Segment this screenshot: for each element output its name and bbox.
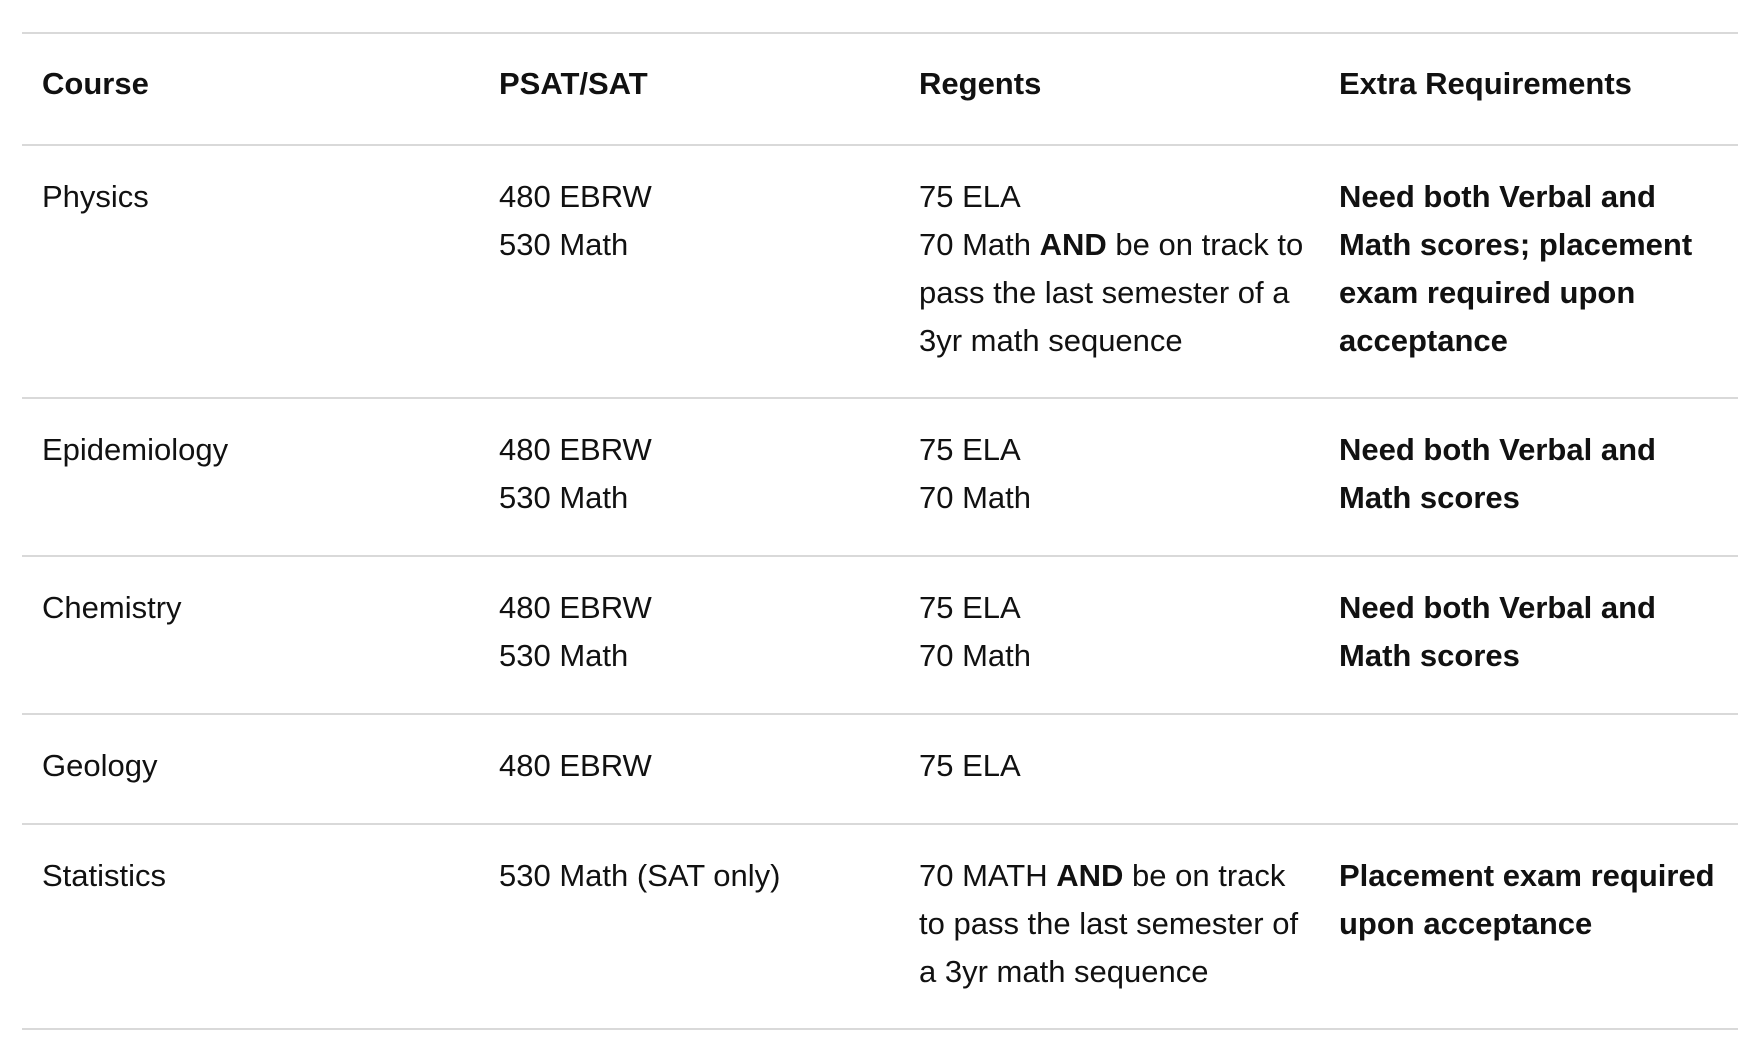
regents-text: 70 MATH — [919, 858, 1057, 893]
header-course: Course — [42, 66, 149, 101]
regents-line: 75 ELA — [919, 432, 1021, 467]
table-row — [22, 715, 1738, 825]
regents-and-emphasis: AND — [1039, 227, 1107, 262]
psat-sat-line: 530 Math — [499, 638, 629, 673]
course-cell: Chemistry — [42, 590, 182, 625]
course-cell: Geology — [42, 748, 158, 783]
psat-sat-line: 480 EBRW — [499, 179, 652, 214]
regents-cell — [899, 557, 1319, 713]
extra-requirements-cell — [1319, 715, 1738, 823]
psat-sat-cell — [479, 399, 899, 555]
psat-sat-line: 480 EBRW — [499, 590, 652, 625]
psat-sat-line: 530 Math (SAT only) — [499, 858, 781, 893]
extra-requirements-cell: Need both Verbal and Math scores — [1339, 432, 1656, 515]
psat-sat-cell — [479, 146, 899, 397]
table-header-row — [22, 34, 1738, 146]
regents-line: 75 ELA — [919, 179, 1021, 214]
requirements-table — [22, 32, 1738, 1030]
header-extra-requirements: Extra Requirements — [1339, 66, 1632, 101]
regents-cell — [899, 399, 1319, 555]
course-cell: Statistics — [42, 858, 167, 893]
psat-sat-line: 530 Math — [499, 480, 629, 515]
course-cell: Physics — [42, 179, 149, 214]
regents-cell — [899, 715, 1319, 823]
table-row — [22, 557, 1738, 715]
table-row — [22, 399, 1738, 557]
regents-line: 75 ELA — [919, 748, 1021, 783]
regents-cell — [899, 825, 1319, 1028]
header-regents: Regents — [919, 66, 1042, 101]
table-row — [22, 146, 1738, 399]
header-psat-sat: PSAT/SAT — [499, 66, 648, 101]
psat-sat-line: 480 EBRW — [499, 748, 652, 783]
extra-requirements-cell: Placement exam required upon acceptance — [1339, 858, 1715, 941]
regents-line: 70 Math — [919, 480, 1032, 515]
psat-sat-line: 480 EBRW — [499, 432, 652, 467]
psat-sat-cell — [479, 715, 899, 823]
regents-text: 70 Math — [919, 227, 1040, 262]
extra-requirements-cell: Need both Verbal and Math scores — [1339, 590, 1656, 673]
psat-sat-line: 530 Math — [499, 227, 629, 262]
psat-sat-cell — [479, 557, 899, 713]
regents-text: be on track to pass the last semester of a 3yr math sequence — [919, 227, 1304, 358]
extra-requirements-cell: Need both Verbal and Math scores; placement exam required upon acceptance — [1339, 179, 1693, 358]
regents-and-emphasis: AND — [1056, 858, 1124, 893]
regents-text: be on track to pass the last semester of a 3yr math sequence — [919, 858, 1299, 989]
table-row — [22, 825, 1738, 1030]
psat-sat-cell — [479, 825, 899, 1028]
course-cell: Epidemiology — [42, 432, 229, 467]
regents-line: 75 ELA — [919, 590, 1021, 625]
regents-cell — [899, 146, 1319, 397]
regents-line: 70 Math — [919, 638, 1032, 673]
